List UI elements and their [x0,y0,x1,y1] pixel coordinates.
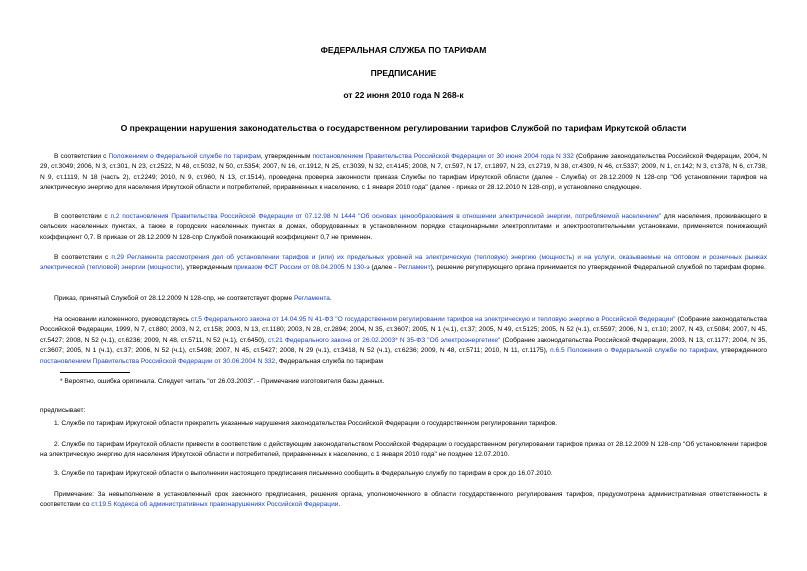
document-date-heading: от 22 июня 2010 года N 268-к [343,90,464,100]
link-reglament-p29[interactable]: п.29 Регламента рассмотрения дел об установлении тарифов и (или) их предельных уровней на электрическую (тепловую) энергию (мощность) и на услуги, оказываемые на оптовом и розничных рынках электрической (тепловой) энергии (мощности) [40,254,767,272]
link-government-decree-332-2[interactable]: постановлением Правительства Российской Федерации от 30.06.2004 N 332 [40,357,276,365]
link-law-35fz-art21[interactable]: ст.21 Федерального закона от 26.02.2003* N 35-ФЗ "Об электроэнергетике" [268,336,501,344]
paragraph-legal-grounds: На основании изложенного, руководствуясь ст.5 Федерального закона от 14.04.95 N 41-ФЗ "О государственном регулировании тарифов на электрическую и тепловую энергию в Российской Федерации" (Собрание законодательства Российской Федерации, 1999, N 7, ст.880; 2003, N 2, ст.158; 2003, N 13, ст.1180; 2003, N 28, ст.2894; 2004, N 35, ст.3607; 2005, N 1 (ч.1), ст.37; 2005, N 49, ст.5125; 2005, N 52 (ч.1), ст.5597; 2006, N 1, ст.10; 2007, N 43, ст.5084; 2007, N 45, ст.5427; 2008, N 52 (ч.1), ст.6236; 2009, N 48, ст.5711, N 52 (ч.1), ст.6450), ст.21 Федерального закона от 26.02.2003* N 35-ФЗ "Об электроэнергетике" (Собрание законодательства Российской Федерации, 2003, N 13, ст.1177; 2004, N 35, ст.3607; 2005, N 1 (ч.1), ст.37; 2006, N 52 (ч.1), ст.5498; 2007, N 45, ст.5427; 2008, N 29 (ч.1), ст.3418, N 52 (ч.1), ст.6236; 2009, N 48, ст.5711; 2010, N 11, ст.1175), п.6.5 Положения о Федеральной службе по тарифам, утвержденного постановлением Правительства Российской Федерации от 30.06.2004 N 332, Федеральная служба по тарифам [40,316,768,365]
prescription-item-3: 3. Службе по тарифам Иркутской области о выполнении настоящего предписания письменно сообщить в Федеральную службу по тарифам в срок до 16.07.2010. [54,470,553,477]
note-paragraph: Примечание: За невыполнение в установленный срок законного предписания, решения органа, уполномоченного в области государственного регулирования тарифов, предусмотрена административная ответственность в соответствии со ст.19.5 Кодекса об административных правонарушениях Российской Федерации. [40,491,767,509]
link-fst-regulation-p65[interactable]: п.6.5 Положения о Федеральной службе по тарифам [550,347,717,355]
link-reglament[interactable]: Регламент [398,264,431,272]
prescription-item-1: 1. Службе по тарифам Иркутской области прекратить указанные нарушения законодательства Российской Федерации о государственном регулировании тарифов. [54,420,558,427]
document-title: О прекращении нарушения законодательства о государственном регулировании тарифов Службой по тарифам Иркутской области [120,123,687,133]
link-reglament-form[interactable]: Регламента [293,295,330,302]
footnote-divider [60,372,130,373]
link-law-41fz-art5[interactable]: ст.5 Федерального закона от 14.04.95 N 41-ФЗ "О государственном регулировании тарифов на электрическую и тепловую энергию в Российской Федерации" [190,316,676,323]
paragraph-coefficient: В соответствии с п.2 постановления Правительства Российской Федерации от 07.12.98 N 1444 "Об основах ценообразования в отношении электрической энергии, потребляемой населением" для населения, проживающего в сельских населенных пунктах, а также в городских населенных пунктах в домах, оборудованных в установленном порядке стационарными электроплитами и электроотопительными установками, применяется понижающий коэффициент 0,7. В приказе от 28.12.2009 N 128-спр Службой понижающий коэффициент 0,7 не применен. [40,213,767,241]
paragraph-reglament: В соответствии с п.29 Регламента рассмотрения дел об установлении тарифов и (или) их предельных уровней на электрическую (тепловую) энергию (мощность) и на услуги, оказываемые на оптовом и розничных рынках электрической (тепловой) энергии (мощности), утвержденным приказом ФСТ России от 08.04.2005 N 130-э (далее - Регламент), решение регулирующего органа принимается по утвержденной Федеральной службой по тарифам форме. [40,254,767,272]
document-type-heading: ПРЕДПИСАНИЕ [370,68,437,78]
prescribes-label: предписывает: [40,407,86,414]
link-fst-regulation[interactable]: Положением о Федеральной службе по тарифам [108,153,261,160]
agency-heading: ФЕДЕРАЛЬНАЯ СЛУЖБА ПО ТАРИФАМ [320,45,487,55]
paragraph-form-mismatch: Приказ, принятый Службой от 28.12.2009 N 128-спр, не соответствует форме Регламента. [54,295,332,302]
footnote: * Вероятно, ошибка оригинала. Следует читать "от 26.03.2003". - Примечание изготовителя базы данных. [60,378,385,385]
link-fst-order-130e[interactable]: приказом ФСТ России от 08.04.2005 N 130-э [233,264,370,272]
link-government-decree-332[interactable]: постановлением Правительства Российской Федерации от 30 июня 2004 года N 332 [312,153,574,160]
paragraph-basis: В соответствии с Положением о Федеральной службе по тарифам, утвержденным постановлением Правительства Российской Федерации от 30 июня 2004 года N 332 (Собрание законодательства Российской Федерации, 2004, N 29, ст.3049; 2006, N 3, ст.301, N 23, ст.2522, N 48, ст.5032, N 50, ст.5354; 2007, N 16, ст.1912, N 25, ст.3039, N 32, ст.4145; 2008, N 7, ст.597, N 17, ст.1897, N 23, ст.2719, N 38, ст.4309, N 46, ст.5337; 2009, N 1, ст.142; N 3, ст.378, N 6, ст.738, N 9, ст.1119, N 18 (часть 2), ст.2249; 2010, N 9, ст.960, N 13, ст.1514), проведена проверка законности приказа Службы по тарифам Иркутской области (далее - Служба) от 28.12.2009 N 128-спр "Об установлении тарифов на электрическую энергию для населения Иркутской области и потребителей, приравненных к населению, с 1 января 2010 года" (далее - приказ от 28.12.2010 N 128-спр), и установлено следующее. [40,153,768,192]
link-decree-1444[interactable]: п.2 постановления Правительства Российской Федерации от 07.12.98 N 1444 "Об основах ценообразования в отношении электрической энергии, потребляемой населением" [110,213,662,220]
link-koap-art195[interactable]: ст.19.5 Кодекса об административных правонарушениях Российской Федерации [91,501,339,509]
prescription-item-2: 2. Службе по тарифам Иркутской области привести в соответствие с действующим законодательством Российской Федерации о государственном регулировании тарифов приказ от 28.12.2009 N 128-спр "Об установлении тарифов на электрическую энергию для населения Иркутской области и потребителей, приравненных к населению, с 1 января 2010 года" не позднее 12.07.2010. [40,441,767,459]
